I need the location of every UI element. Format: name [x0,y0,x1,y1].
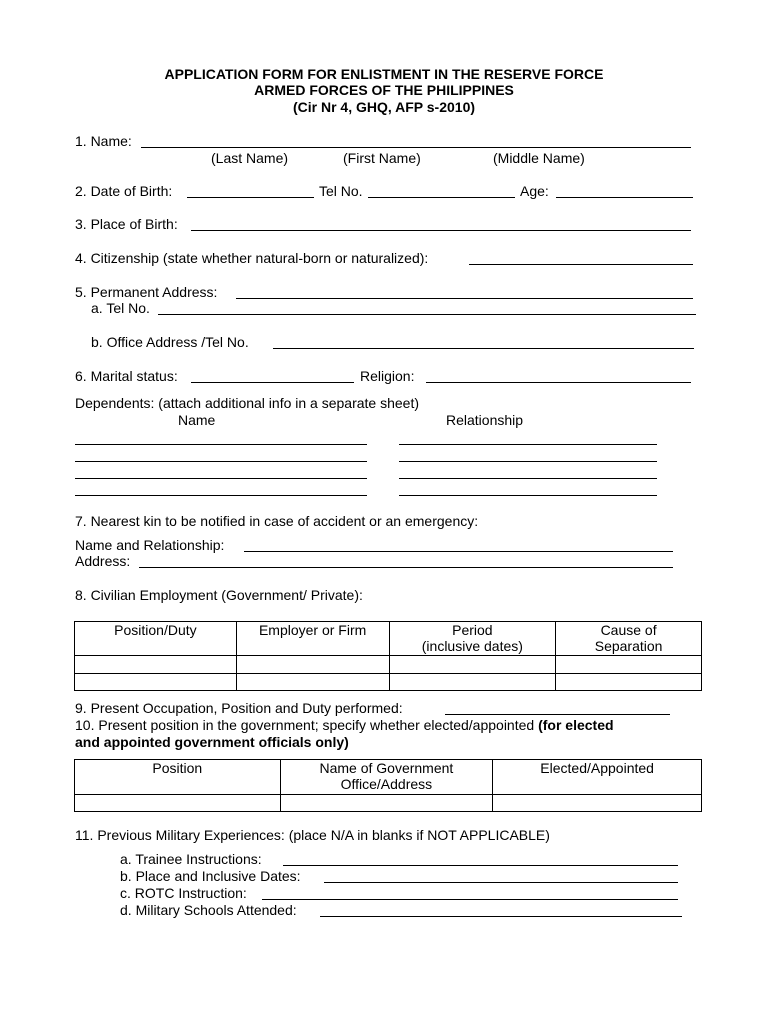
name-label: 1. Name: [75,133,132,149]
dependents-label: Dependents: (attach additional info in a separate sheet) [75,395,420,411]
office-address-label: b. Office Address /Tel No. [91,334,249,350]
address-tel-no-blank[interactable] [158,314,696,315]
dependent-name-blank[interactable] [75,478,367,479]
office-address-blank[interactable] [273,348,694,349]
table-cell[interactable] [75,656,237,674]
trainee-instructions-label: a. Trainee Instructions: [120,851,262,867]
table-cell[interactable] [236,656,389,674]
table-header-cell: Position [75,760,281,795]
table-cell[interactable] [493,795,702,812]
form-title-line-3: (Cir Nr 4, GHQ, AFP s-2010) [292,99,476,115]
kin-name-relationship-label: Name and Relationship: [75,537,225,553]
civilian-employment-label: 8. Civilian Employment (Government/ Private): [75,587,363,603]
place-of-birth-label: 3. Place of Birth: [75,216,178,232]
dependents-relationship-header: Relationship [446,412,524,428]
place-of-birth-blank[interactable] [191,230,691,231]
military-schools-blank[interactable] [320,916,682,917]
marital-status-blank[interactable] [191,382,354,383]
marital-status-label: 6. Marital status: [75,368,178,384]
table-header-cell: Period (inclusive dates) [389,622,556,656]
table-cell[interactable] [389,656,556,674]
table-cell[interactable] [389,674,556,691]
place-inclusive-dates-label: b. Place and Inclusive Dates: [120,868,301,884]
middle-name-caption: (Middle Name) [493,150,585,166]
date-of-birth-label: 2. Date of Birth: [75,183,173,199]
table-cell[interactable] [556,656,702,674]
kin-name-relationship-blank[interactable] [244,551,673,552]
tel-no-blank[interactable] [368,197,515,198]
government-position-label [75,717,614,734]
civilian-employment-table [74,621,702,691]
table-header-cell: Position/Duty [75,622,237,656]
rotc-instruction-blank[interactable] [262,899,678,900]
government-position-text: 10. Present position in the government; specify whether elected/appointed [75,717,535,733]
name-blank[interactable] [141,147,691,148]
present-occupation-label: 9. Present Occupation, Position and Duty performed: [75,700,403,716]
table-header-row [75,622,702,656]
dependents-name-header: Name [178,412,216,428]
first-name-caption: (First Name) [343,150,421,166]
government-position-table [74,759,702,812]
permanent-address-label: 5. Permanent Address: [75,284,218,300]
dependent-name-blank[interactable] [75,461,367,462]
citizenship-label: 4. Citizenship (state whether natural-born or naturalized): [75,250,429,266]
table-cell[interactable] [75,795,281,812]
table-header-cell: Cause of Separation [556,622,702,656]
citizenship-blank[interactable] [469,264,693,265]
age-label: Age: [520,183,549,199]
nearest-kin-label: 7. Nearest kin to be notified in case of accident or an emergency: [75,513,479,529]
government-position-note: (for elected [538,717,614,733]
form-title-line-2: ARMED FORCES OF THE PHILIPPINES [254,82,514,98]
table-header-cell: Name of Government Office/Address [280,760,493,795]
form-title-line-1: APPLICATION FORM FOR ENLISTMENT IN THE RESERVE FORCE [164,66,604,82]
date-of-birth-blank[interactable] [187,197,314,198]
trainee-instructions-blank[interactable] [283,865,678,866]
religion-blank[interactable] [426,382,691,383]
dependent-relationship-blank[interactable] [399,461,657,462]
religion-label: Religion: [360,368,415,384]
age-blank[interactable] [556,197,693,198]
dependent-relationship-blank[interactable] [399,444,657,445]
address-tel-no-label: a. Tel No. [91,300,150,316]
table-header-cell: Elected/Appointed [493,760,702,795]
tel-no-label: Tel No. [319,183,363,199]
table-cell[interactable] [280,795,493,812]
present-occupation-blank[interactable] [445,714,670,715]
last-name-caption: (Last Name) [211,150,289,166]
military-experiences-label: 11. Previous Military Experiences: (place N/A in blanks if NOT APPLICABLE) [75,827,550,843]
table-cell[interactable] [75,674,237,691]
table-header-row [75,760,702,795]
table-row [75,674,702,691]
dependent-name-blank[interactable] [75,444,367,445]
table-header-cell: Employer or Firm [236,622,389,656]
dependent-relationship-blank[interactable] [399,495,657,496]
table-row [75,795,702,812]
rotc-instruction-label: c. ROTC Instruction: [120,885,247,901]
government-position-note-cont: and appointed government officials only) [75,734,349,750]
kin-address-blank[interactable] [139,567,673,568]
table-row [75,656,702,674]
permanent-address-blank[interactable] [236,298,693,299]
table-cell[interactable] [556,674,702,691]
military-schools-label: d. Military Schools Attended: [120,902,297,918]
dependent-relationship-blank[interactable] [399,478,657,479]
kin-address-label: Address: [75,553,131,569]
table-cell[interactable] [236,674,389,691]
dependent-name-blank[interactable] [75,495,367,496]
place-inclusive-dates-blank[interactable] [324,882,678,883]
